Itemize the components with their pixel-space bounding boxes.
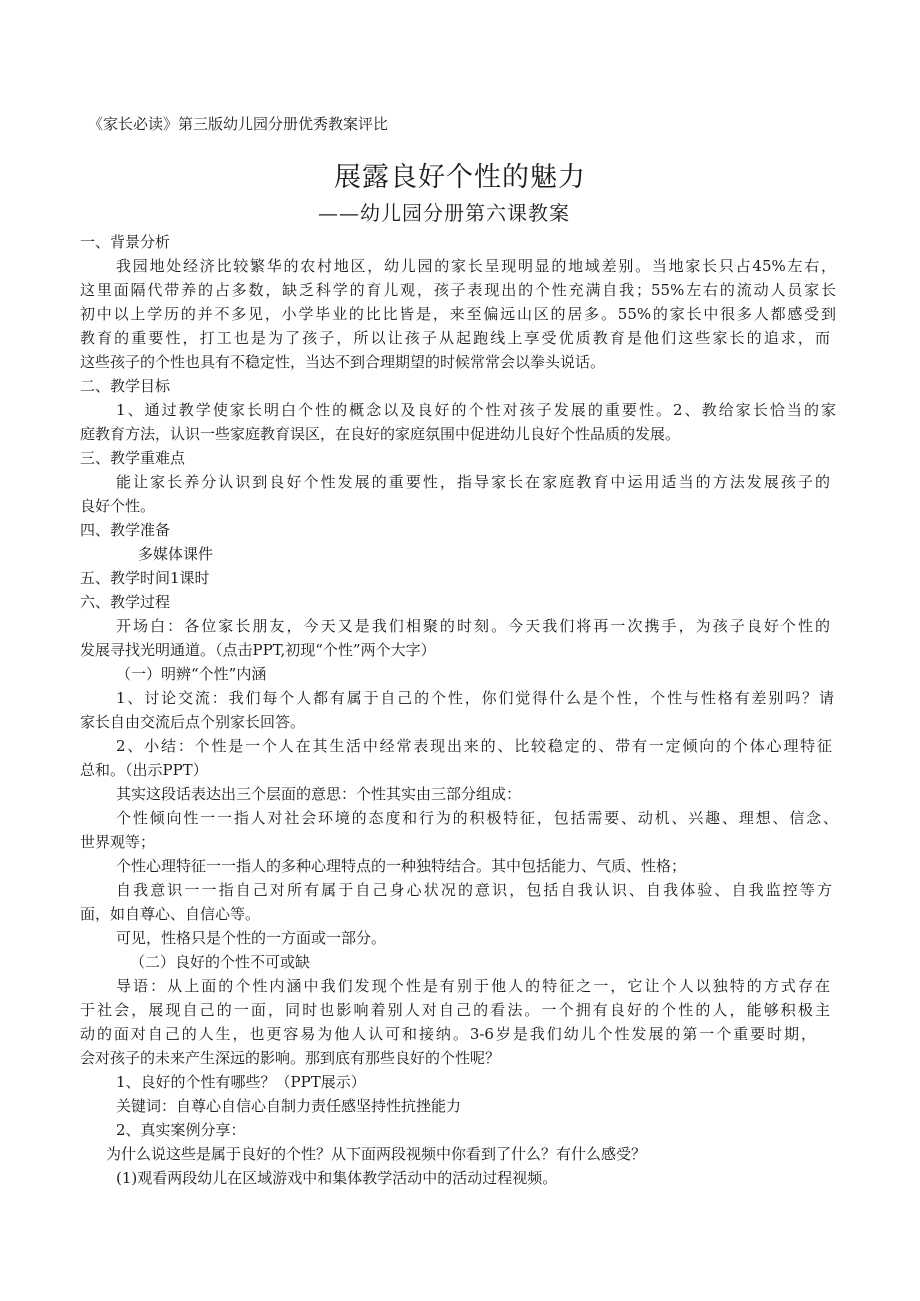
paragraph-line: 动的面对自己的人生，也更容易为他人认可和接纳。3-6岁是我们幼儿个性发展的第一个重要时期， <box>80 1025 816 1043</box>
paragraph-line: (1)观看两段幼儿在区域游戏中和集体教学活动中的活动过程视频。 <box>116 1169 558 1187</box>
section-heading: 一、背景分析 <box>80 233 171 251</box>
paragraph-line: 会对孩子的未来产生深远的影响。那到底有那些良好的个性呢？ <box>80 1049 501 1067</box>
paragraph-line: 发展寻找光明通道。（点击PPT,初现“个性”两个大字） <box>80 641 436 659</box>
paragraph-line: 关键词：自尊心自信心自制力责任感坚持性抗挫能力 <box>116 1097 462 1115</box>
paragraph-line: 1、良好的个性有哪些？（PPT展示） <box>116 1073 366 1091</box>
section-heading: 四、教学准备 <box>80 521 171 539</box>
document-subtitle: ——幼儿园分册第六课教案 <box>318 201 570 225</box>
paragraph-line: 2、真实案例分享： <box>116 1121 246 1139</box>
paragraph-line: 庭教育方法，认识一些家庭教育误区，在良好的家庭氛围中促进幼儿良好个性品质的发展。 <box>80 425 681 443</box>
paragraph-line: 世界观等； <box>80 833 156 851</box>
paragraph-line: 为什么说这些是属于良好的个性？从下面两段视频中你看到了什么？有什么感受？ <box>106 1145 647 1163</box>
paragraph-line: 可见，性格只是个性的一方面或一部分。 <box>116 929 387 947</box>
paragraph-line: 2、小结：个性是一个人在其生活中经常表现出来的、比较稳定的、带有一定倾向的个体心理特征 <box>116 737 832 755</box>
paragraph-line: 开场白：各位家长朋友，今天又是我们相聚的时刻。今天我们将再一次携手，为孩子良好个性的 <box>116 617 830 635</box>
section-heading: 六、教学过程 <box>80 593 171 611</box>
paragraph-line: 导语：从上面的个性内涵中我们发现个性是有别于他人的特征之一，它让个人以独特的方式存在 <box>116 977 830 995</box>
paragraph-line: 我园地处经济比较繁华的农村地区，幼儿园的家长呈现明显的地域差别。当地家长只占45%左右， <box>116 257 836 275</box>
paragraph-line: 1、通过教学使家长明白个性的概念以及良好的个性对孩子发展的重要性。2、教给家长恰当的家 <box>116 401 836 419</box>
paragraph-line: 自我意识一一指自己对所有属于自己身心状况的意识，包括自我认识、自我体验、自我监控等方 <box>116 881 832 899</box>
paragraph-line: 初中以上学历的并不多见，小学毕业的比比皆是，来至偏远山区的居多。55%的家长中很多人都感受到 <box>80 305 836 323</box>
paragraph-line: 良好个性。 <box>80 497 156 515</box>
paragraph-line: 这里面隔代带养的占多数，缺乏科学的育儿观，孩子表现出的个性充满自我；55%左右的流动人员家长 <box>80 281 836 299</box>
paragraph-line: 多媒体课件 <box>138 545 214 563</box>
paragraph-line: 教育的重要性，打工也是为了孩子，所以让孩子从起跑线上享受优质教育是他们这些家长的追求，而 <box>80 329 830 347</box>
paragraph-line: 个性心理特征一一指人的多种心理特点的一种独特结合。其中包括能力、气质、性格； <box>116 857 687 875</box>
paragraph-line: 面，如自尊心、自信心等。 <box>80 905 261 923</box>
paragraph-line: 1、讨论交流：我们每个人都有属于自己的个性，你们觉得什么是个性，个性与性格有差别吗？请 <box>116 689 834 707</box>
paragraph-line: 这些孩子的个性也具有不稳定性，当达不到合理期望的时候常常会以拳头说话。 <box>80 353 606 371</box>
document-title: 展露良好个性的魅力 <box>334 162 586 193</box>
paragraph-line: 于社会，展现自己的一面，同时也影响着别人对自己的看法。一个拥有良好的个性的人，能够积极主 <box>80 1001 830 1019</box>
section-heading: 二、教学目标 <box>80 377 171 395</box>
section-heading: 五、教学时间1课时 <box>80 569 210 587</box>
paragraph-line: 个性倾向性一一指人对社会环境的态度和行为的积极特征，包括需要、动机、兴趣、理想、信念、 <box>116 809 838 827</box>
document-header: 《家长必读》第三版幼儿园分册优秀教案评比 <box>88 115 389 133</box>
subsection-heading: （二）良好的个性不可或缺 <box>130 953 311 971</box>
paragraph-line: 总和。（出示PPT） <box>80 761 208 779</box>
subsection-heading: （一）明辨“个性”内涵 <box>116 665 267 683</box>
paragraph-line: 家长自由交流后点个别家长回答。 <box>80 713 306 731</box>
paragraph-line: 其实这段话表达出三个层面的意思：个性其实由三部分组成： <box>116 785 522 803</box>
section-heading: 三、教学重难点 <box>80 449 186 467</box>
paragraph-line: 能让家长养分认识到良好个性发展的重要性，指导家长在家庭教育中运用适当的方法发展孩子的 <box>116 473 830 491</box>
